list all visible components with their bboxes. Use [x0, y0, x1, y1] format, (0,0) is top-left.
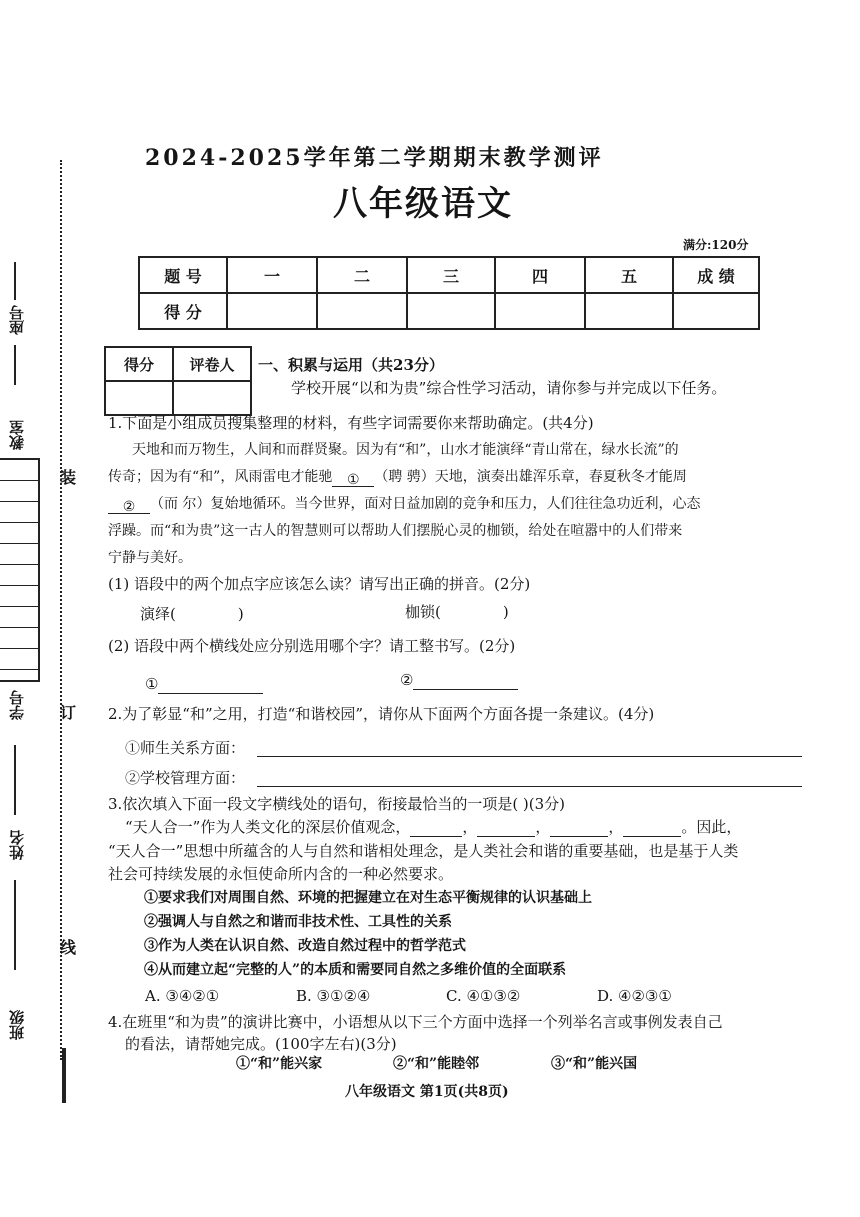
- score-points-q1[interactable]: [227, 293, 317, 329]
- seat-label: 座号: [8, 305, 26, 335]
- score-points-q5[interactable]: [585, 293, 673, 329]
- q4-choice-2: ②“和”能睦邻: [393, 1056, 480, 1072]
- score-cell-q1: 一: [227, 257, 317, 293]
- q4-choice-1: ①“和”能兴家: [236, 1056, 323, 1072]
- score-cell-q3: 三: [407, 257, 495, 293]
- q4-choice-3: ③“和”能兴国: [551, 1056, 638, 1072]
- score-points-label: 得 分: [139, 293, 227, 329]
- q2-stem: 2.为了彰显“和”之用，打造“和谐校园”，请你从下面两个方面各提一条建议。(4分): [108, 705, 655, 723]
- q1-sub1: (1) 语段中的两个加点字应该怎么读？请写出正确的拼音。(2分): [108, 575, 531, 593]
- grader-box: [104, 346, 252, 416]
- room-label: 教室: [8, 420, 26, 450]
- q3-line-2: “天人合一”思想中所蕴含的人与自然和谐相处理念，是人类社会和谐的重要基础，也是基于人类: [108, 842, 739, 860]
- q1-blank-2[interactable]: ②: [108, 497, 150, 514]
- q1-passage-line-2: 传奇；因为有“和”，风雨雷电才能驰 ① （聘 骋）天地，演奏出雄浑乐章，春夏秋冬才能周: [108, 469, 687, 488]
- q2-answer-line-b[interactable]: [257, 786, 802, 787]
- score-points-q2[interactable]: [317, 293, 407, 329]
- q3-option-d[interactable]: D. ④②③①: [597, 987, 672, 1005]
- score-points-q3[interactable]: [407, 293, 495, 329]
- student-id-grid: [0, 458, 40, 682]
- q2-school-management: ②学校管理方面：: [125, 769, 246, 787]
- name-line: [14, 745, 16, 815]
- q1-answer-2: ②: [400, 670, 518, 690]
- q1-blank-1[interactable]: ①: [332, 470, 374, 487]
- q3-line-1: “天人合一”作为人类文化的深层价值观念， ， ， ， 。因此，: [125, 818, 742, 836]
- q3-option-c[interactable]: C. ④①③②: [446, 987, 521, 1005]
- q3-item-2: ②强调人与自然之和谐而非技术性、工具性的关系: [144, 914, 452, 930]
- q2-teacher-student: ①师生关系方面：: [125, 739, 246, 757]
- exam-title: 2024-2025学年第二学期期末教学测评: [145, 145, 604, 171]
- q3-item-3: ③作为人类在认识自然、改造自然过程中的哲学范式: [144, 938, 466, 954]
- q1-passage-line-1: 天地和而万物生，人间和而群贤聚。因为有“和”，山水才能演绎“青山常在，绿水长流”的: [132, 442, 679, 458]
- grader-score-cell[interactable]: [105, 381, 173, 415]
- q3-blank-1[interactable]: [410, 820, 462, 837]
- q4-stem-1: 4.在班里“和为贵”的演讲比赛中，小语想从以下三个方面中选择一个列举名言或事例发表自己: [108, 1013, 723, 1031]
- q1-passage-line-5: 宁静与美好。: [108, 550, 192, 566]
- q1-passage-line-3: ② （而 尔）复始地循环。当今世界，面对日益加剧的竞争和压力，人们往往急功近利，心态: [108, 494, 700, 514]
- q2-answer-line-a[interactable]: [257, 756, 802, 757]
- class-label: 班级: [8, 1010, 26, 1040]
- section1-intro: 学校开展“以和为贵”综合性学习活动，请你参与并完成以下任务。: [291, 379, 727, 397]
- q1-answer-1-line[interactable]: [158, 677, 263, 694]
- student-id-label: 学号: [8, 690, 26, 720]
- section1-title: 一、积累与运用（共23分）: [258, 356, 444, 374]
- score-cell-q2: 二: [317, 257, 407, 293]
- q4-stem-2: 的看法，请帮她完成。(100字左右)(3分): [125, 1035, 397, 1053]
- page-footer: 八年级语文 第1页(共8页): [345, 1084, 509, 1100]
- seat-line: [14, 262, 16, 300]
- score-cell-q5: 五: [585, 257, 673, 293]
- bind-word-zhuang: 装: [60, 468, 77, 487]
- subject-title: 八年级语文: [333, 184, 513, 224]
- class-line: [14, 880, 16, 970]
- grader-name-cell[interactable]: [173, 381, 251, 415]
- score-cell-q4: 四: [495, 257, 585, 293]
- bind-word-xian: 线: [60, 938, 77, 957]
- name-label: 姓名: [8, 830, 26, 860]
- q1-sub1-b: 枷锁( ): [405, 603, 509, 621]
- grader-score-label: 得分: [105, 347, 173, 381]
- full-score: 满分:120分: [683, 238, 749, 252]
- q3-item-1: ①要求我们对周围自然、环境的把握建立在对生态平衡规律的认识基础上: [144, 890, 592, 906]
- q1-sub1-a: 演绎( ): [140, 605, 244, 623]
- bind-word-ding: 订: [60, 703, 77, 722]
- q3-blank-3[interactable]: [550, 820, 608, 837]
- q3-blank-4[interactable]: [623, 820, 681, 837]
- score-table-header-row: [139, 257, 759, 293]
- q3-option-b[interactable]: B. ③①②④: [296, 987, 371, 1005]
- q3-line-3: 社会可持续发展的永恒使命所内含的一种必然要求。: [108, 865, 454, 883]
- q3-stem: 3.依次填入下面一段文字横线处的语句，衔接最恰当的一项是( )(3分): [108, 795, 566, 813]
- room-line-top: [14, 345, 16, 385]
- grader-name-label: 评卷人: [173, 347, 251, 381]
- score-cell-total: 成 绩: [673, 257, 759, 293]
- q1-stem: 1.下面是小组成员搜集整理的材料，有些字词需要你来帮助确定。(共4分): [108, 414, 594, 432]
- score-points-q4[interactable]: [495, 293, 585, 329]
- margin-mark: [62, 1048, 66, 1103]
- score-table: [138, 256, 760, 330]
- binding-dotted-line: [60, 160, 62, 1060]
- q1-sub2: (2) 语段中两个横线处应分别选用哪个字？请工整书写。(2分): [108, 637, 516, 655]
- q1-passage-line-4: 浮躁。而“和为贵”这一古人的智慧则可以帮助人们摆脱心灵的枷锁，给处在喧嚣中的人们带来: [108, 523, 683, 539]
- score-table-points-row: [139, 293, 759, 329]
- q3-blank-2[interactable]: [477, 820, 535, 837]
- q3-option-a[interactable]: A. ③④②①: [145, 987, 220, 1005]
- score-cell-label: 题 号: [139, 257, 227, 293]
- q3-item-4: ④从而建立起“完整的人”的本质和需要同自然之多维价值的全面联系: [144, 962, 567, 978]
- score-points-total[interactable]: [673, 293, 759, 329]
- q1-answer-1: ①: [145, 674, 263, 694]
- q1-answer-2-line[interactable]: [413, 673, 518, 690]
